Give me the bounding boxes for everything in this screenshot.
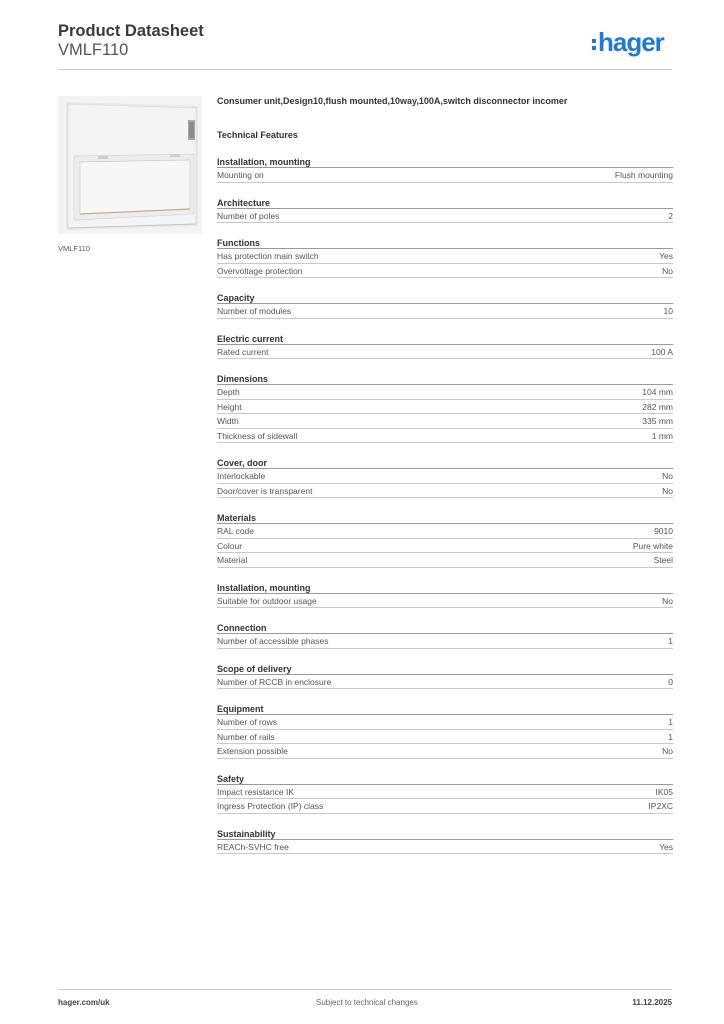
feature-label: Rated current xyxy=(217,346,269,357)
feature-value: No xyxy=(662,471,673,481)
feature-row xyxy=(217,414,673,429)
feature-label: Width xyxy=(217,416,239,426)
feature-row xyxy=(217,730,673,745)
feature-label: Extension possible xyxy=(217,746,288,756)
feature-row xyxy=(217,304,673,319)
feature-value: 1 xyxy=(668,731,673,742)
feature-row xyxy=(217,400,673,415)
feature-row xyxy=(217,484,673,499)
feature-value: No xyxy=(662,595,673,606)
feature-row xyxy=(217,524,673,539)
feature-value: Flush mounting xyxy=(614,170,673,180)
footer-notice: Subject to technical changes xyxy=(316,998,418,1007)
feature-row xyxy=(217,345,673,360)
feature-value: No xyxy=(662,265,673,276)
section-title: Sustainability xyxy=(217,828,673,840)
feature-row xyxy=(217,675,673,690)
feature-row xyxy=(217,539,673,554)
feature-section xyxy=(217,292,673,319)
feature-row xyxy=(217,553,673,568)
feature-row xyxy=(217,594,673,609)
feature-value: 1 xyxy=(668,717,673,727)
section-title: Architecture xyxy=(217,197,673,209)
feature-row xyxy=(217,840,673,855)
section-title: Equipment xyxy=(217,703,673,715)
feature-value: No xyxy=(662,746,673,756)
hager-logo xyxy=(592,28,664,56)
feature-section xyxy=(217,197,673,224)
feature-label: Mounting on xyxy=(217,170,264,180)
feature-label: Height xyxy=(217,401,242,412)
footer-date: 11.12.2025 xyxy=(632,998,672,1007)
feature-row xyxy=(217,715,673,730)
feature-value: 0 xyxy=(668,676,673,687)
section-title: Electric current xyxy=(217,333,673,345)
feature-label: Impact resistance IK xyxy=(217,786,295,797)
feature-section xyxy=(217,512,673,568)
section-title: Connection xyxy=(217,622,673,634)
feature-row xyxy=(217,264,673,279)
section-title: Functions xyxy=(217,237,673,249)
feature-label: Number of accessible phases xyxy=(217,636,329,646)
feature-value: IK05 xyxy=(655,786,673,797)
feature-label: Number of modules xyxy=(217,306,292,316)
section-title: Safety xyxy=(217,773,673,785)
feature-value: Pure white xyxy=(632,540,673,551)
feature-label: Thickness of sidewall xyxy=(217,430,298,441)
image-caption: VMLF110 xyxy=(58,244,90,253)
feature-value: 1 mm xyxy=(651,430,673,441)
feature-label: Material xyxy=(217,555,248,565)
feature-label: Number of rails xyxy=(217,731,275,742)
feature-section xyxy=(217,828,673,855)
feature-label: Ingress Protection (IP) class xyxy=(217,801,324,811)
page-header xyxy=(58,22,204,60)
technical-features-heading: Technical Features xyxy=(217,130,298,140)
feature-value: Yes xyxy=(659,251,673,261)
feature-value: 104 mm xyxy=(642,387,673,397)
feature-row xyxy=(217,469,673,484)
feature-label: RAL code xyxy=(217,526,255,536)
section-title: Capacity xyxy=(217,292,673,304)
feature-value: 335 mm xyxy=(642,416,673,426)
feature-label: Number of poles xyxy=(217,210,280,221)
feature-row xyxy=(217,249,673,264)
feature-value: IP2XC xyxy=(648,801,673,811)
feature-section xyxy=(217,663,673,690)
feature-label: Suitable for outdoor usage xyxy=(217,595,317,606)
section-title: Scope of delivery xyxy=(217,663,673,675)
feature-label: Interlockable xyxy=(217,471,266,481)
feature-value: 2 xyxy=(668,210,673,221)
feature-section xyxy=(217,622,673,649)
feature-value: Yes xyxy=(659,841,673,852)
feature-section xyxy=(217,457,673,498)
feature-row xyxy=(217,634,673,649)
section-title: Installation, mounting xyxy=(217,156,673,168)
feature-label: Depth xyxy=(217,387,240,397)
feature-value: 282 mm xyxy=(642,401,673,412)
footer-divider xyxy=(58,989,672,990)
feature-value: 1 xyxy=(668,636,673,646)
consumer-unit-product-photo xyxy=(58,96,202,234)
section-title: Materials xyxy=(217,512,673,524)
feature-label: Number of rows xyxy=(217,717,277,727)
technical-content xyxy=(217,96,673,854)
feature-label: Colour xyxy=(217,540,243,551)
feature-row xyxy=(217,209,673,224)
logo-colon-icon xyxy=(592,39,596,50)
page-title: Product Datasheet xyxy=(58,22,204,40)
feature-row xyxy=(217,799,673,814)
feature-value: No xyxy=(662,485,673,496)
product-description: Consumer unit,Design10,flush mounted,10way,100A,switch disconnector incomer xyxy=(217,96,568,106)
feature-section xyxy=(217,156,673,183)
feature-row xyxy=(217,785,673,800)
feature-row xyxy=(217,168,673,183)
feature-section xyxy=(217,582,673,609)
logo-text: hager xyxy=(598,27,664,57)
feature-row xyxy=(217,385,673,400)
feature-section xyxy=(217,703,673,759)
feature-row xyxy=(217,429,673,444)
feature-label: Has protection main switch xyxy=(217,251,319,261)
feature-value: 10 xyxy=(663,306,673,316)
section-title: Cover, door xyxy=(217,457,673,469)
header-divider xyxy=(58,69,672,70)
feature-value: Steel xyxy=(653,555,673,565)
section-title: Dimensions xyxy=(217,373,673,385)
feature-section xyxy=(217,333,673,360)
feature-value: 9010 xyxy=(654,526,673,536)
feature-label: Number of RCCB in enclosure xyxy=(217,676,332,687)
feature-label: Overvoltage protection xyxy=(217,265,303,276)
feature-value: 100 A xyxy=(651,346,673,357)
feature-section xyxy=(217,237,673,278)
feature-section xyxy=(217,773,673,814)
section-title: Installation, mounting xyxy=(217,582,673,594)
feature-section xyxy=(217,373,673,443)
feature-row xyxy=(217,744,673,759)
footer-website: hager.com/uk xyxy=(58,998,110,1007)
feature-label: REACh-SVHC free xyxy=(217,841,289,852)
feature-label: Door/cover is transparent xyxy=(217,485,313,496)
product-code: VMLF110 xyxy=(58,41,129,59)
feature-sections xyxy=(217,156,673,854)
